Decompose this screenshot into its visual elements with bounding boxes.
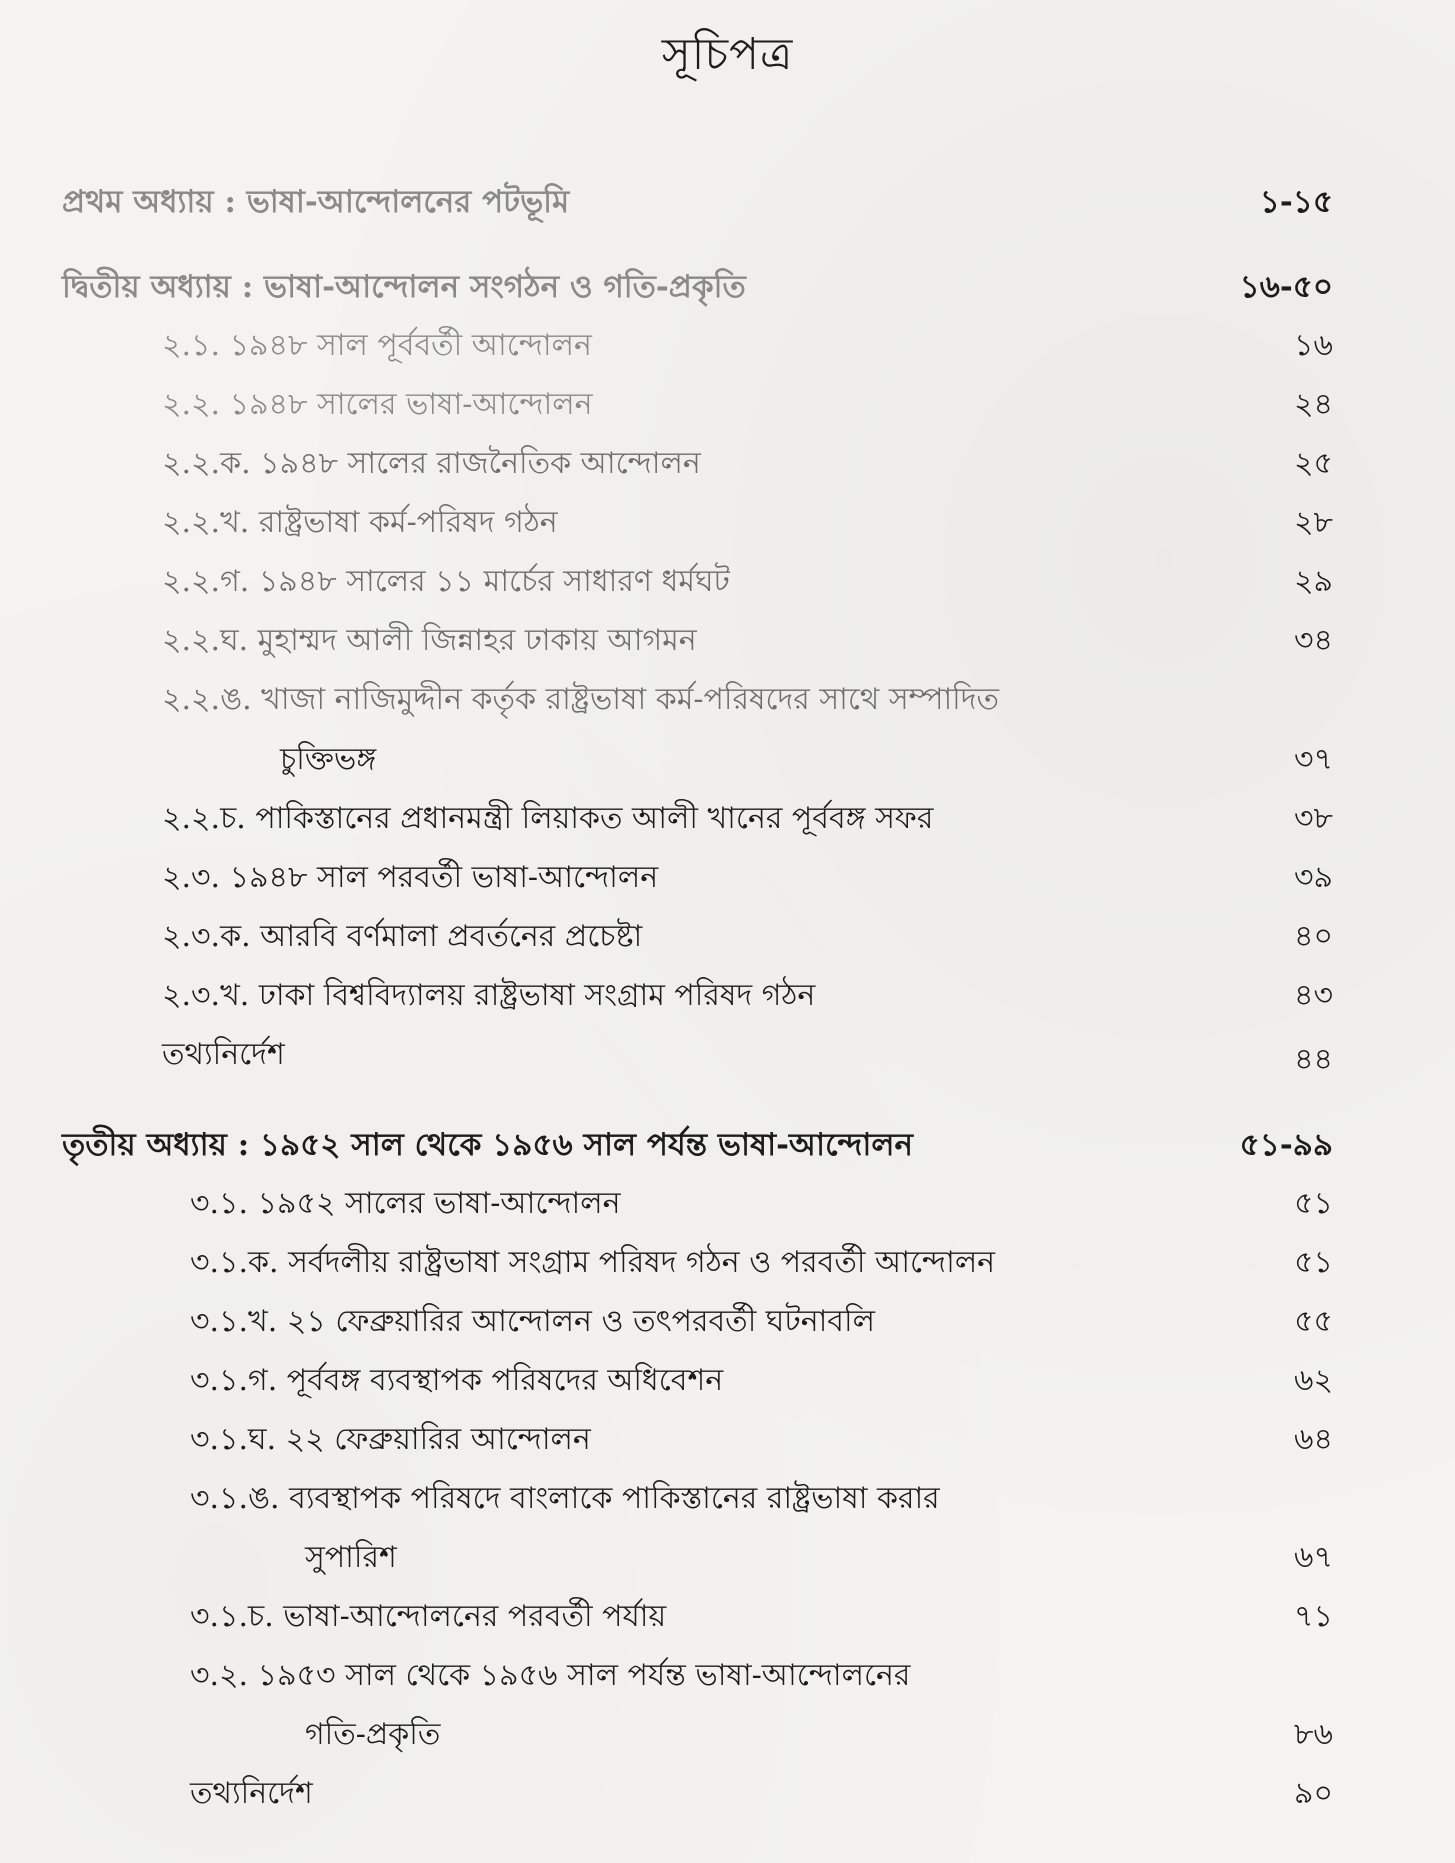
toc-entry-page: ৪৪	[1294, 1042, 1333, 1077]
toc-entry-text: ২.১. ১৯৪৮ সাল পূর্ববর্তী আন্দোলন	[162, 328, 592, 363]
toc-entry-page: ৫৫	[1294, 1304, 1333, 1339]
toc-entry-page: ৫১	[1294, 1186, 1333, 1221]
toc-entry-page: ৬২	[1293, 1363, 1333, 1398]
toc-entry-page: ৭১	[1294, 1599, 1333, 1634]
chapter-title: প্রথম অধ্যায় : ভাষা-আন্দোলনের পটভূমি	[62, 184, 570, 220]
chapter-title: দ্বিতীয় অধ্যায় : ভাষা-আন্দোলন সংগঠন ও গতি-প্রকৃতি	[62, 269, 746, 305]
chapter-1-pages: ১-১৫	[1259, 184, 1333, 220]
toc-entry-text: তথ্যনির্দেশ	[190, 1776, 313, 1811]
toc-entry-text: ৩.২. ১৯৫৩ সাল থেকে ১৯৫৬ সাল পর্যন্ত ভাষা-আন্দোলনের	[190, 1658, 911, 1693]
toc-entry-text-continued: সুপারিশ	[305, 1540, 397, 1575]
toc-entry-page: ২৮	[1294, 505, 1333, 540]
chapter-2-pages: ১৬-৫০	[1239, 269, 1333, 305]
toc-entry-text: ৩.১.চ. ভাষা-আন্দোলনের পরবর্তী পর্যায়	[190, 1599, 667, 1634]
toc-entry-text-continued: গতি-প্রকৃতি	[305, 1717, 441, 1752]
toc-entry-text: তথ্যনির্দেশ	[162, 1037, 285, 1072]
toc-entry-text: ২.৩.খ. ঢাকা বিশ্ববিদ্যালয় রাষ্ট্রভাষা সংগ্রাম পরিষদ গঠন	[162, 978, 816, 1013]
toc-entry-text: ২.২.চ. পাকিস্তানের প্রধানমন্ত্রী লিয়াকত আলী খানের পূর্ববঙ্গ সফর	[162, 801, 934, 836]
toc-entry-text-continued: চুক্তিভঙ্গ	[280, 742, 377, 777]
toc-entry-page: ৬৭	[1293, 1540, 1333, 1575]
toc-entry-text: ২.২.ঙ. খাজা নাজিমুদ্দীন কর্তৃক রাষ্ট্রভাষা কর্ম-পরিষদের সাথে সম্পাদিত	[162, 682, 1000, 717]
toc-entry-text: ৩.১.ঙ. ব্যবস্থাপক পরিষদে বাংলাকে পাকিস্তানের রাষ্ট্রভাষা করার	[190, 1481, 940, 1516]
toc-entry-text: ৩.১. ১৯৫২ সালের ভাষা-আন্দোলন	[190, 1186, 621, 1221]
toc-entry-page: ২৫	[1294, 446, 1333, 481]
toc-entry-page: ৬৪	[1294, 1422, 1333, 1457]
toc-entry-page: ৪০	[1294, 919, 1333, 954]
toc-entry-page: ৩৭	[1293, 742, 1333, 777]
chapter-3-pages: ৫১-৯৯	[1239, 1127, 1333, 1163]
toc-entry-page: ৮৬	[1294, 1717, 1333, 1752]
toc-entry-text: ২.২. ১৯৪৮ সালের ভাষা-আন্দোলন	[162, 387, 593, 422]
toc-entry-page: ৩৪	[1294, 623, 1333, 658]
toc-entry-page: ৯০	[1294, 1776, 1333, 1811]
toc-entry-page: ২৪	[1294, 387, 1333, 422]
toc-entry-page: ৩৮	[1294, 801, 1333, 836]
toc-entry-text: ২.২.গ. ১৯৪৮ সালের ১১ মার্চের সাধারণ ধর্মঘট	[162, 564, 730, 599]
toc-entry-text: ৩.১.খ. ২১ ফেব্রুয়ারির আন্দোলন ও তৎপরবর্তী ঘটনাবলি	[190, 1304, 875, 1339]
toc-entry-text: ২.৩.ক. আরবি বর্ণমালা প্রবর্তনের প্রচেষ্টা	[162, 919, 643, 954]
toc-entry-page: ২৯	[1294, 564, 1333, 599]
toc-entry-text: ২.৩. ১৯৪৮ সাল পরবর্তী ভাষা-আন্দোলন	[162, 860, 659, 895]
toc-entry-text: ৩.১.ক. সর্বদলীয় রাষ্ট্রভাষা সংগ্রাম পরিষদ গঠন ও পরবর্তী আন্দোলন	[190, 1245, 996, 1280]
toc-entry-text: ২.২.ক. ১৯৪৮ সালের রাজনৈতিক আন্দোলন	[162, 446, 701, 481]
toc-entry-text: ২.২.ঘ. মুহাম্মদ আলী জিন্নাহর ঢাকায় আগমন	[162, 623, 697, 658]
toc-entry-page: ৪৩	[1294, 978, 1333, 1013]
toc-entry-page: ৩৯	[1294, 860, 1333, 895]
toc-entry-text: ২.২.খ. রাষ্ট্রভাষা কর্ম-পরিষদ গঠন	[162, 505, 558, 540]
toc-entry-page: ৫১	[1294, 1245, 1333, 1280]
page-title: সূচিপত্র	[661, 29, 794, 80]
chapter-title: তৃতীয় অধ্যায় : ১৯৫২ সাল থেকে ১৯৫৬ সাল পর্যন্ত ভাষা-আন্দোলন	[62, 1127, 914, 1163]
toc-entry-page: ১৬	[1294, 328, 1333, 363]
toc-entry-text: ৩.১.ঘ. ২২ ফেব্রুয়ারির আন্দোলন	[190, 1422, 591, 1457]
toc-entry-text: ৩.১.গ. পূর্ববঙ্গ ব্যবস্থাপক পরিষদের অধিবেশন	[190, 1363, 724, 1398]
